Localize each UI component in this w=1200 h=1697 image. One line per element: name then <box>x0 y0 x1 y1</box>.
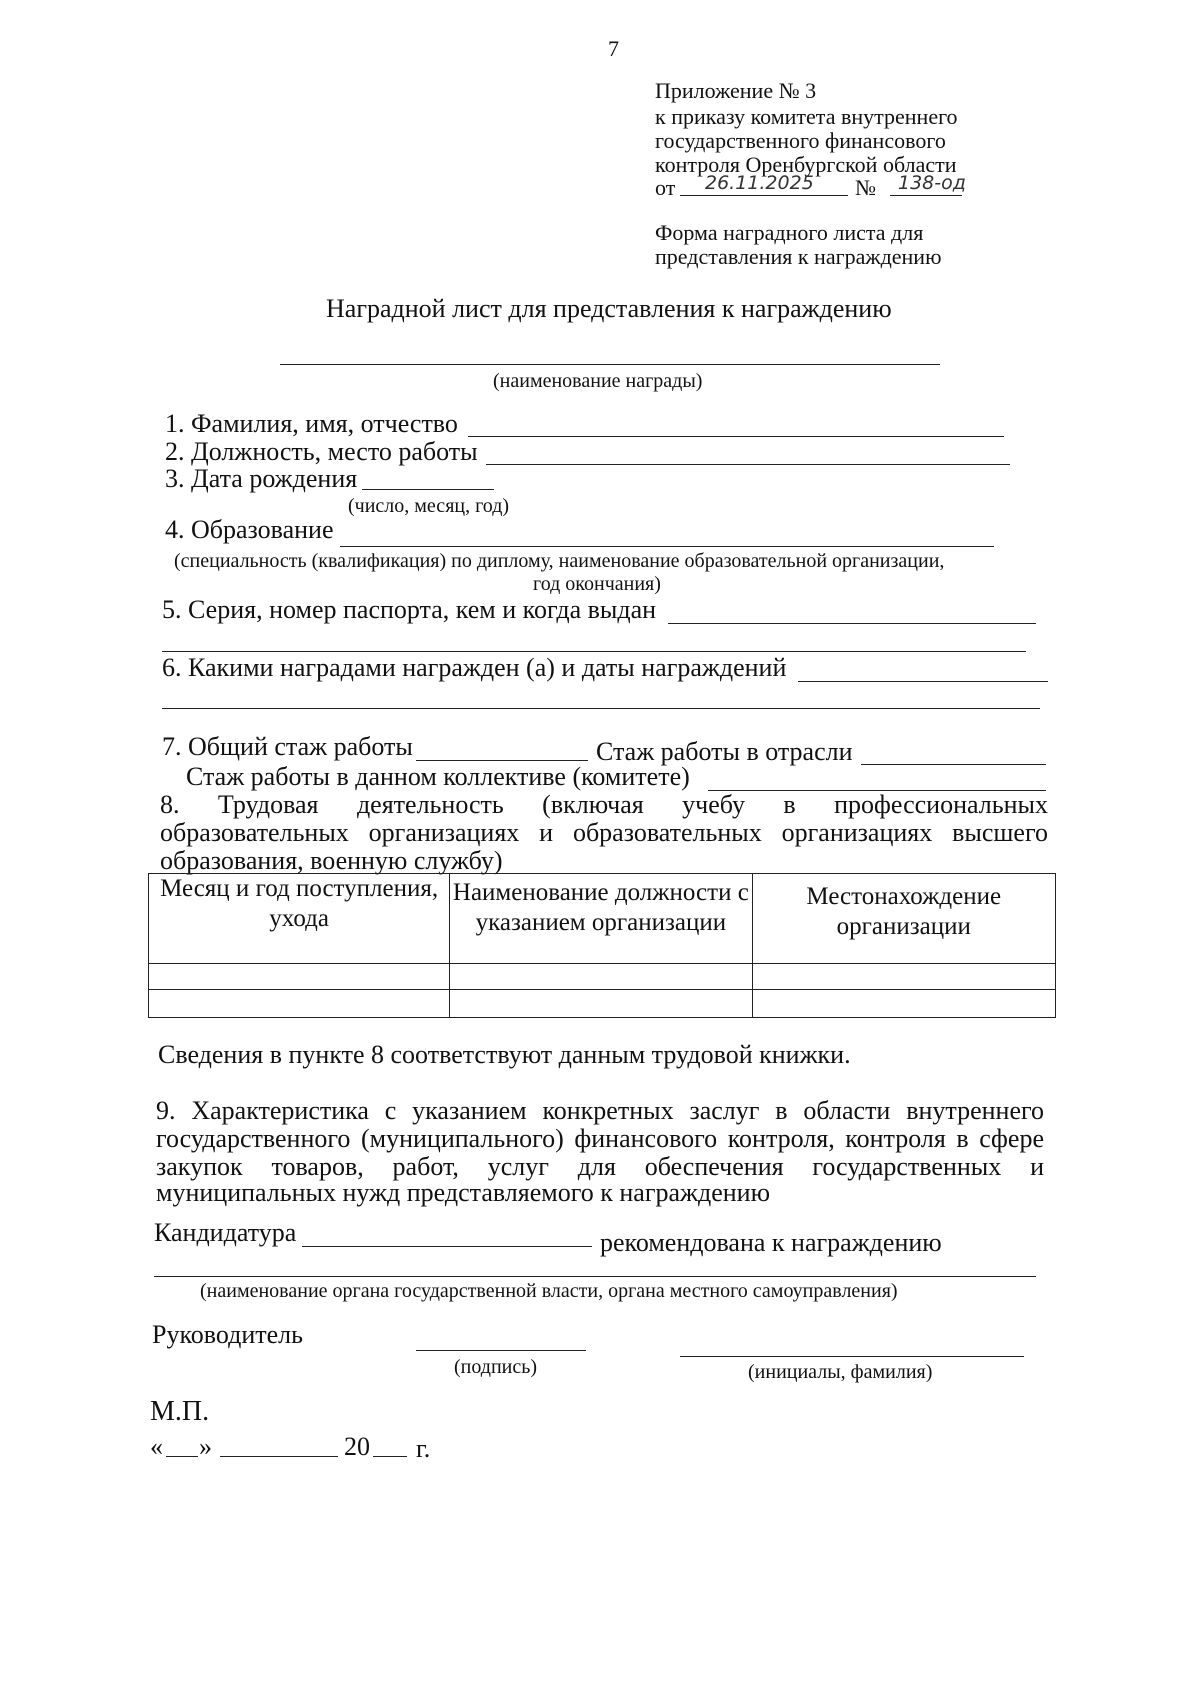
field-passport-line-2 <box>162 651 1026 652</box>
order-number-value: 138-од <box>898 172 966 194</box>
date-month-line <box>220 1456 338 1457</box>
characteristics-text: закупок товаров, работ, услуг для обеспечения государственных и <box>156 1152 1044 1181</box>
labor-table-cell[interactable] <box>450 964 752 990</box>
labor-table-cell[interactable] <box>149 964 450 990</box>
field-collective-experience-label: Стаж работы в данном коллективе (комитете) <box>186 762 690 791</box>
field-birth-date-line <box>362 489 494 490</box>
appendix-title: Приложение № 3 <box>655 78 817 103</box>
labor-table-header-row <box>149 874 1056 964</box>
labor-intro: образования, военную службу) <box>160 846 503 875</box>
name-hint: (инициалы, фамилия) <box>748 1361 933 1383</box>
labor-table-cell[interactable] <box>752 990 1056 1018</box>
order-date-value: 26.11.2025 <box>705 172 814 194</box>
award-name-hint: (наименование награды) <box>493 370 703 392</box>
labor-table-header: Местонахождение организации <box>752 874 1056 964</box>
field-industry-experience-line <box>861 764 1046 765</box>
field-awards-label: 6. Какими наградами награжден (а) и даты награждений <box>162 653 787 682</box>
characteristics-text: государственного (муниципального) финансового контроля, контроля в сфере <box>156 1124 1044 1153</box>
field-position-line <box>486 464 1010 465</box>
field-education-line <box>340 546 994 547</box>
candidate-line <box>302 1246 592 1247</box>
signature-hint: (подпись) <box>454 1356 538 1378</box>
order-number-label: № <box>855 175 876 200</box>
document-title: Наградной лист для представления к награждению <box>326 294 892 323</box>
field-total-experience-line <box>416 760 588 761</box>
page-number: 7 <box>608 36 619 61</box>
appendix-line: государственного финансового <box>655 128 946 153</box>
field-birth-date-label: 3. Дата рождения <box>165 464 358 493</box>
name-line <box>680 1356 1024 1357</box>
labor-table <box>148 873 1056 1018</box>
table-row <box>149 990 1056 1018</box>
form-note: представления к награждению <box>655 244 942 269</box>
field-awards-line <box>798 681 1048 682</box>
date-year-prefix: 20 <box>344 1432 370 1461</box>
authority-line <box>154 1276 1036 1277</box>
labor-intro: образовательных организациях и образовательных организациях высшего <box>160 818 1048 847</box>
stamp-place: М.П. <box>150 1396 210 1427</box>
table-row <box>149 964 1056 990</box>
labor-table-cell[interactable] <box>752 964 1056 990</box>
award-name-line <box>280 364 940 365</box>
labor-confirmation: Сведения в пункте 8 соответствуют данным трудовой книжки. <box>158 1040 851 1069</box>
field-total-experience-label: 7. Общий стаж работы <box>162 732 413 761</box>
field-industry-experience-label: Стаж работы в отрасли <box>596 737 853 766</box>
labor-table-cell[interactable] <box>450 990 752 1018</box>
order-date-label: от <box>655 175 676 200</box>
labor-table-header: Наименование должности с указанием организации <box>450 874 752 964</box>
labor-intro: 8. Трудовая деятельность (включая учебу в профессиональных <box>160 790 1048 819</box>
form-note: Форма наградного листа для <box>655 220 924 245</box>
labor-table-cell[interactable] <box>149 990 450 1018</box>
recommended-label: рекомендована к награждению <box>600 1228 942 1257</box>
field-education-hint: (специальность (квалификация) по диплому, наименование образовательной организации, <box>174 550 945 572</box>
date-year-line <box>373 1456 407 1457</box>
labor-table-header: Месяц и год поступления, ухода <box>149 874 450 964</box>
characteristics-text: 9. Характеристика с указанием конкретных заслуг в области внутреннего <box>156 1096 1044 1125</box>
field-full-name-line <box>468 436 1004 437</box>
field-passport-label: 5. Серия, номер паспорта, кем и когда выдан <box>162 595 657 624</box>
order-number-line <box>890 195 962 196</box>
field-passport-line <box>668 623 1036 624</box>
appendix-line: к приказу комитета внутреннего <box>655 104 958 129</box>
field-position-label: 2. Должность, место работы <box>165 437 478 466</box>
field-awards-line-2 <box>162 708 1040 709</box>
signature-line <box>416 1350 586 1351</box>
authority-hint: (наименование органа государственной власти, органа местного самоуправления) <box>200 1280 898 1302</box>
characteristics-text: муниципальных нужд представляемого к награждению <box>156 1178 771 1207</box>
date-day-line <box>166 1456 198 1457</box>
date-year-suffix: г. <box>416 1434 431 1463</box>
date-close-quote: » <box>199 1432 212 1461</box>
field-birth-date-hint: (число, месяц, год) <box>348 495 510 517</box>
field-education-label: 4. Образование <box>165 515 334 544</box>
date-open-quote: « <box>150 1432 163 1461</box>
head-label: Руководитель <box>152 1320 303 1349</box>
field-education-hint: год окончания) <box>533 573 661 595</box>
order-date-line <box>680 195 848 196</box>
candidate-label: Кандидатура <box>154 1218 297 1247</box>
field-full-name-label: 1. Фамилия, имя, отчество <box>165 409 458 438</box>
appendix-line: контроля Оренбургской области <box>655 152 957 177</box>
